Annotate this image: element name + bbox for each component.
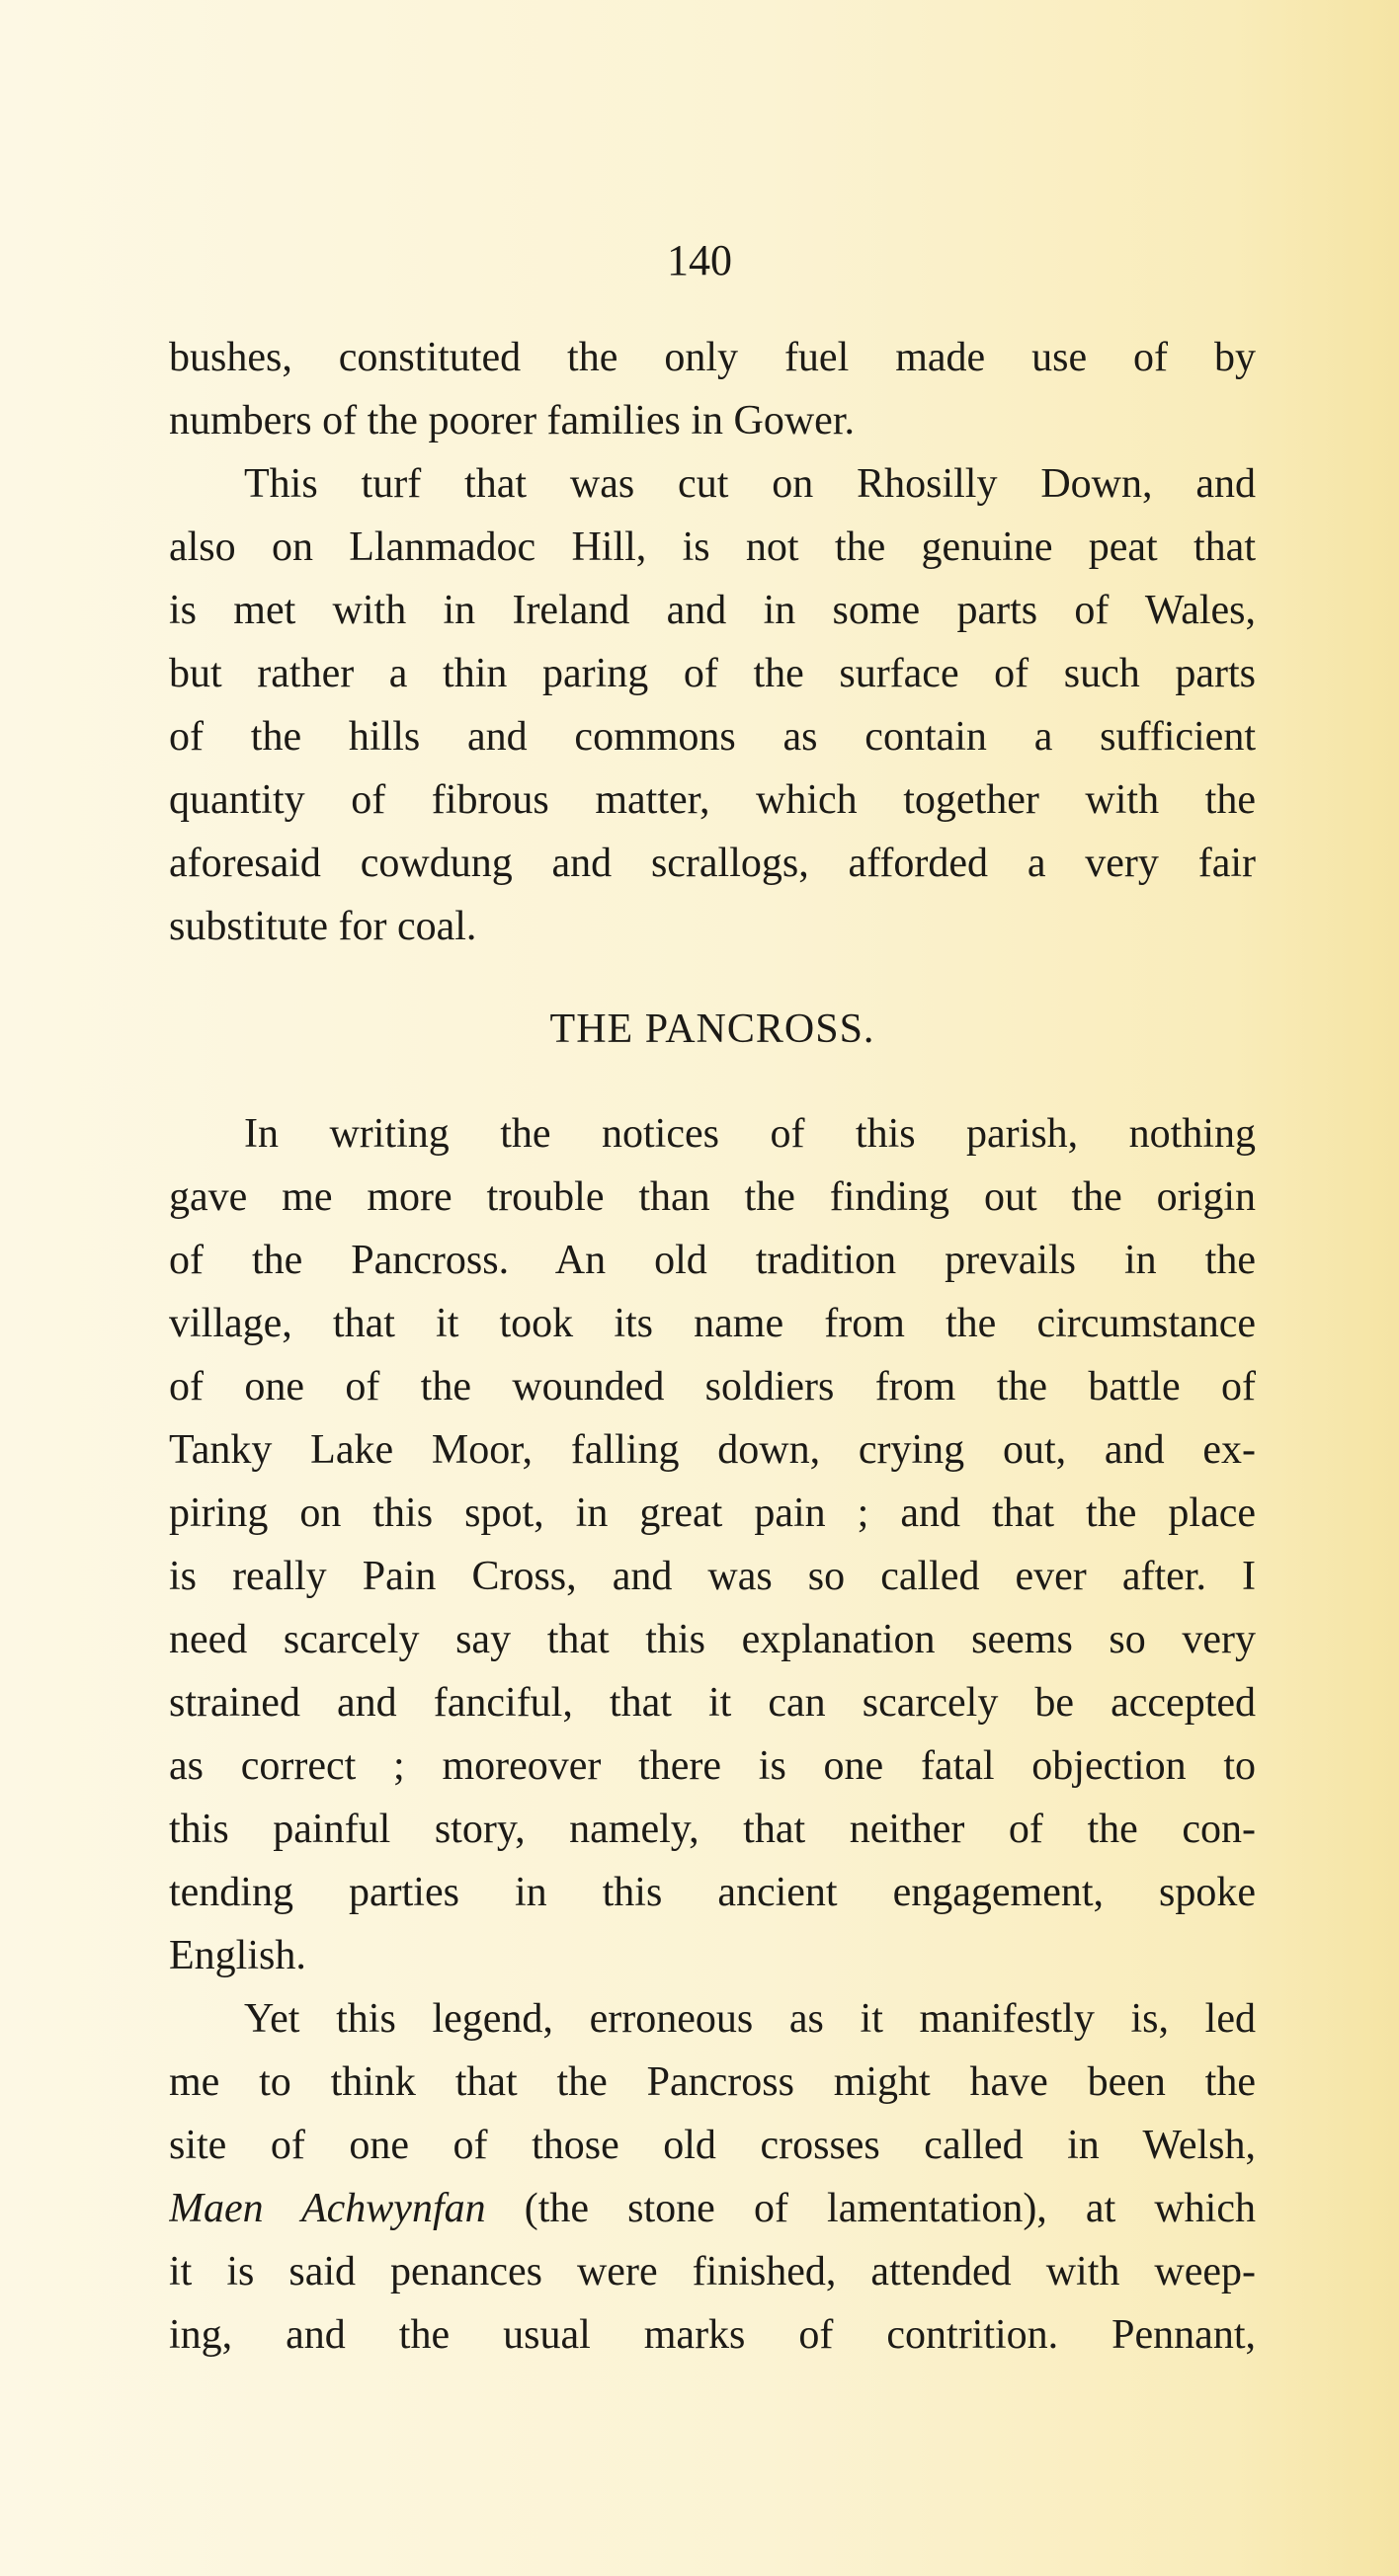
section-heading: THE PANCROSS. (549, 1006, 875, 1052)
text-line: quantity of fibrous matter, which together with the (169, 777, 1256, 823)
text-line: as correct ; moreover there is one fatal objection to (169, 1743, 1256, 1789)
text-line: it is said penances were finished, attended with weep- (169, 2249, 1256, 2294)
paragraph-1 (169, 326, 1256, 452)
paragraph-2 (169, 452, 1256, 958)
text-line (169, 2177, 1256, 2240)
text-line: ing, and the usual marks of contrition. Pennant, (169, 2312, 1256, 2358)
text-line-rest: (the stone of lamentation), at which (485, 2186, 1256, 2231)
text-line: tending parties in this ancient engagement, spoke (169, 1870, 1256, 1915)
text-line: but rather a thin paring of the surface of such parts (169, 651, 1256, 696)
text-line: of the hills and commons as contain a sufficient (169, 714, 1256, 760)
text-line: Tanky Lake Moor, falling down, crying out, and ex- (169, 1427, 1256, 1473)
paragraph-3 (169, 1102, 1256, 1987)
body-text (169, 326, 1256, 2367)
text-line: is met with in Ireland and in some parts of Wales, (169, 588, 1256, 633)
text-line: Yet this legend, erroneous as it manifestly is, led (244, 1996, 1256, 2042)
text-line: English. (169, 1933, 306, 1978)
text-line: also on Llanmadoc Hill, is not the genuine peat that (169, 524, 1256, 570)
text-line: numbers of the poorer families in Gower. (169, 398, 855, 443)
text-line: village, that it took its name from the circumstance (169, 1301, 1256, 1346)
text-line: In writing the notices of this parish, nothing (244, 1111, 1256, 1157)
text-line: is really Pain Cross, and was so called ever after. I (169, 1554, 1256, 1599)
text-line: of one of the wounded soldiers from the battle of (169, 1364, 1256, 1409)
text-line: of the Pancross. An old tradition prevails in the (169, 1238, 1256, 1283)
text-line: piring on this spot, in great pain ; and that the place (169, 1490, 1256, 1536)
text-line: substitute for coal. (169, 904, 477, 949)
text-line: site of one of those old crosses called in Welsh, (169, 2123, 1256, 2168)
text-line: me to think that the Pancross might have been the (169, 2059, 1256, 2105)
text-line: strained and fanciful, that it can scarcely be accepted (169, 1680, 1256, 1726)
text-line: need scarcely say that this explanation seems so very (169, 1617, 1256, 1662)
text-line: this painful story, namely, that neither of the con- (169, 1807, 1256, 1852)
text-line: bushes, constituted the only fuel made use of by (169, 335, 1256, 380)
text-line: This turf that was cut on Rhosilly Down, and (244, 461, 1256, 507)
paragraph-4 (169, 1987, 1256, 2367)
text-line: aforesaid cowdung and scrallogs, afforded a very fair (169, 841, 1256, 886)
page-number: 140 (667, 236, 732, 284)
text-line: gave me more trouble than the finding out the origin (169, 1174, 1256, 1220)
italic-phrase: Maen Achwynfan (169, 2186, 486, 2231)
